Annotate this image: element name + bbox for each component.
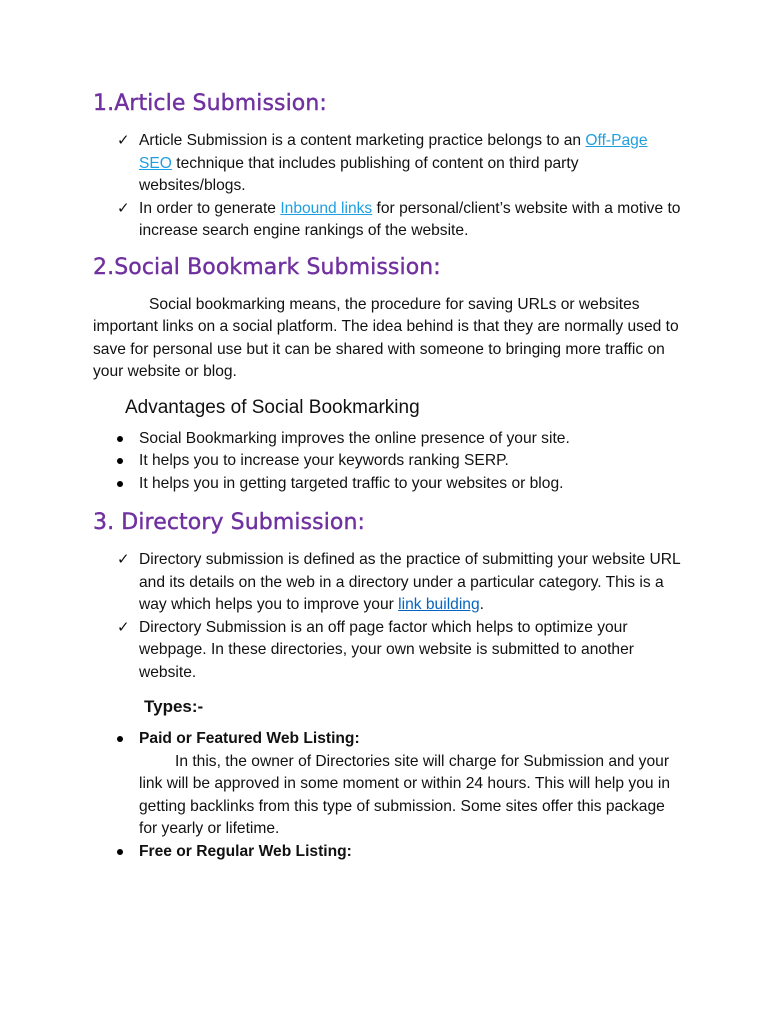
types-heading: Types:- [144, 697, 204, 716]
social-bookmark-paragraph [93, 294, 683, 384]
check-mark-icon: ✓ [117, 199, 130, 217]
section-title-directory-submission: 3. Directory Submission: [93, 510, 366, 535]
inbound-links-link[interactable]: Inbound links [280, 199, 373, 217]
list-item-text: In order to generate [139, 199, 281, 217]
list-item-text: It helps you in getting targeted traffic to your websites or blog. [139, 474, 564, 492]
article-submission-list [93, 130, 683, 243]
check-mark-icon: ✓ [117, 551, 130, 568]
type-title-paid: Paid or Featured Web Listing: [139, 730, 360, 747]
list-item [93, 841, 683, 864]
bullet-dot-icon [117, 849, 123, 855]
list-item-text: Article Submission is a content marketing practice belongs to an [139, 132, 586, 149]
bullet-dot-icon [117, 436, 123, 442]
list-item-text: Directory Submission is an off page factor which helps to optimize your webpage. In these directories, your own website is submitted to another website. [139, 618, 634, 681]
link-building-link[interactable]: link building [398, 596, 480, 613]
section-title-social-bookmark: 2.Social Bookmark Submission: [93, 254, 441, 280]
list-item-text: . [479, 596, 484, 613]
list-item [93, 728, 683, 841]
list-item-text: technique that includes publishing of content on third party websites/blogs. [139, 154, 579, 194]
paragraph-text: Social bookmarking means, the procedure for saving URLs or websites important links on a social platform. The idea behind is that they are normally used to save for personal use but it can be shared with someone to bringing more traffic on your website or blog. [93, 295, 679, 380]
list-item [93, 473, 683, 496]
advantages-list [93, 428, 683, 496]
types-list [93, 728, 683, 863]
check-mark-icon: ✓ [117, 618, 130, 636]
bullet-dot-icon [117, 736, 123, 742]
off-page-seo-link[interactable]: Off-Page SEO [139, 132, 648, 172]
list-item [93, 198, 683, 243]
list-item-text: Directory submission is defined as the practice of submitting your website URL and its details on the web in a directory under a particular category. This is a way which helps you to improve your [139, 551, 681, 613]
list-item-text: It helps you to increase your keywords ranking SERP. [139, 452, 509, 469]
bullet-dot-icon [117, 481, 123, 487]
check-mark-icon: ✓ [117, 132, 130, 149]
list-item [93, 617, 683, 685]
document-page [93, 86, 683, 863]
list-item [93, 428, 683, 451]
type-title-free: Free or Regular Web Listing: [139, 842, 352, 860]
list-item-text: for personal/client’s website with a motive to increase search engine rankings of the website. [139, 199, 681, 239]
type-description-paid: In this, the owner of Directories site will charge for Submission and your link will be approved in some moment or within 24 hours. This will help you in getting backlinks from this type of submission. Some sites offer this package for yearly or lifetime. [139, 752, 671, 837]
directory-submission-list [93, 549, 683, 684]
bullet-dot-icon [117, 458, 123, 464]
list-item [93, 549, 683, 617]
list-item-text: Social Bookmarking improves the online presence of your site. [139, 429, 570, 447]
list-item [93, 450, 683, 473]
section-title-article-submission: 1.Article Submission: [93, 91, 327, 116]
list-item [93, 130, 683, 198]
advantages-heading: Advantages of Social Bookmarking [125, 396, 420, 418]
